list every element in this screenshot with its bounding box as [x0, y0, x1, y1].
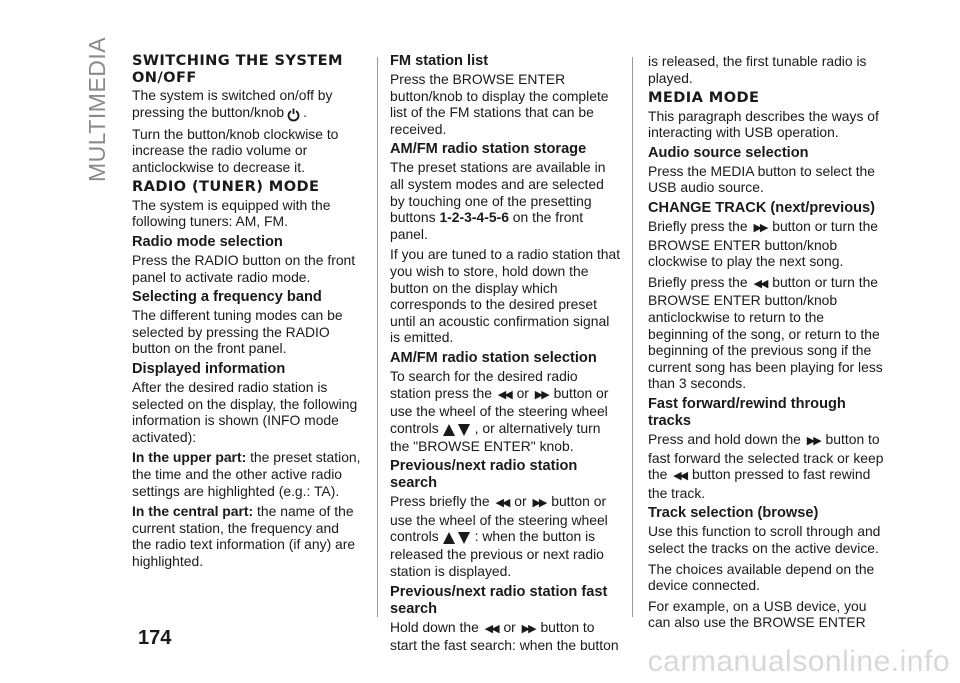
paragraph: The different tuning modes can be selected by pressing the RADIO button on the front panel.: [132, 307, 343, 357]
heading-fm-list: FM station list: [390, 53, 489, 69]
heading-fast-forward-rewind: Fast forward/rewind through tracks: [648, 396, 846, 429]
paragraph: The choices available depend on the device connected.: [648, 560, 875, 594]
column-3: [648, 53, 886, 635]
heading-fast-search: Previous/next radio station fast search: [390, 583, 608, 617]
paragraph: Press and hold down the ▶▶ button to fast forward the selected track or keep the ◀◀ button pressed to fast rewind the track.: [648, 431, 884, 501]
next-track-icon: ▶▶: [534, 388, 548, 401]
paragraph: Press the RADIO button on the front panel to activate radio mode.: [132, 252, 356, 285]
paragraph: This paragraph describes the ways of interacting with USB operation.: [648, 107, 879, 141]
paragraph: Press the MEDIA button to select the USB audio source.: [648, 162, 875, 196]
heading-prev-next-search: Previous/next radio station search: [390, 458, 578, 492]
paragraph: In the central part: the name of the current station, the frequency and the radio text information (if any) are highlighted.: [132, 503, 356, 569]
heading-track-selection: Track selection (browse): [648, 505, 819, 522]
paragraph: Turn the button/knob clockwise to increase the radio volume or anticlockwise to decrease it.: [132, 125, 339, 175]
paragraph: After the desired radio station is selected on the display, the following information is shown (INFO mode activated):: [132, 379, 358, 445]
paragraph: Press the BROWSE ENTER button/knob to display the complete list of the FM stations that can be received.: [390, 71, 609, 137]
next-track-icon: ▶▶: [806, 435, 820, 447]
next-track-icon: ▶▶: [753, 222, 767, 235]
steering-wheel-arrows-icon: [442, 530, 472, 546]
section-label: MULTIMEDIA: [84, 36, 110, 182]
paragraph: If you are tuned to a radio station that you wish to store, hold down the button on the display which corresponds to the desired preset until an acoustic confirmation signal is emitted.: [390, 246, 621, 346]
previous-track-icon: ◀◀: [484, 622, 498, 635]
previous-track-icon: ◀◀: [497, 388, 511, 401]
heading-audio-source: Audio source selection: [648, 144, 809, 161]
heading-change-track: CHANGE TRACK (next/previous): [648, 200, 876, 217]
column-2: [390, 53, 622, 658]
paragraph: The preset stations are available in all system modes and are selected by touching one of the presetting buttons 1-2-3-4-5-6 on the front panel.: [390, 159, 606, 242]
paragraph: The system is switched on/off by pressing the button/knob .: [132, 87, 333, 120]
previous-track-icon: ◀◀: [673, 470, 687, 483]
heading-radio-selection: Radio mode selection: [132, 234, 283, 251]
paragraph: is released, the first tunable radio is played.: [648, 53, 867, 86]
power-knob-icon: [287, 108, 300, 122]
previous-track-icon: ◀◀: [753, 277, 767, 290]
paragraph: Briefly press the ▶▶ button or turn the BROWSE ENTER button/knob clockwise to play the next song.: [648, 218, 879, 270]
page-number: 174: [138, 627, 172, 649]
paragraph: For example, on a USB device, you can also use the BROWSE ENTER: [648, 597, 867, 631]
paragraph: Briefly press the ◀◀ button or turn the BROWSE ENTER button/knob anticlockwise to return to the beginning of the song, or return to the beginning of the previous song if the current song has been playing for less than 3 seconds.: [648, 273, 883, 392]
next-track-icon: ▶▶: [521, 622, 535, 635]
paragraph: In the upper part: the preset station, the time and the other active radio settings are highlighted (e.g.: TA).: [132, 449, 361, 499]
column-divider: [377, 57, 378, 617]
paragraph: The system is equipped with the following tuners: AM, FM.: [132, 196, 331, 230]
paragraph: Use this function to scroll through and select the tracks on the active device.: [648, 523, 881, 556]
heading-station-selection: AM/FM radio station selection: [390, 349, 597, 366]
paragraph: Hold down the ◀◀ or ▶▶ button to start the fast search: when the button: [390, 618, 619, 654]
steering-wheel-arrows-icon: [442, 422, 472, 438]
heading-radio-mode: RADIO (TUNER) MODE: [132, 178, 320, 196]
site-watermark: carmanualsonline.info: [647, 645, 950, 678]
heading-frequency-band: Selecting a frequency band: [132, 289, 322, 306]
heading-switching: SWITCHING THE SYSTEM ON/OFF: [132, 52, 343, 86]
heading-media-mode: MEDIA MODE: [648, 89, 760, 107]
column-divider: [632, 57, 633, 617]
paragraph: Press briefly the ◀◀ or ▶▶ button or use the wheel of the steering wheel controls : when the button is released the previous or next radio station is displayed.: [390, 493, 608, 580]
next-track-icon: ▶▶: [532, 497, 546, 510]
heading-station-storage: AM/FM radio station storage: [390, 141, 587, 158]
heading-displayed-info: Displayed information: [132, 361, 286, 378]
column-1: [132, 53, 362, 574]
paragraph: To search for the desired radio station press the ◀◀ or ▶▶ button or use the wheel of the steering wheel controls , or alternatively turn the "BROWSE ENTER" knob.: [390, 367, 609, 454]
previous-track-icon: ◀◀: [495, 497, 509, 510]
